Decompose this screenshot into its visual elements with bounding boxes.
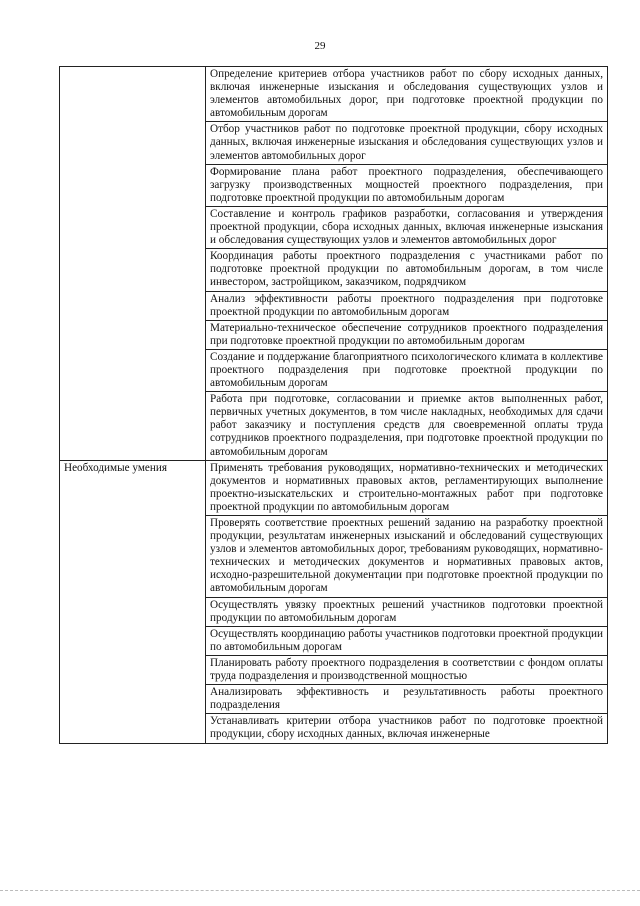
list-item: Планировать работу проектного подразделения в соответствии с фондом оплаты труда подразделения и производственной мощностью (206, 655, 608, 684)
row-label-empty (60, 67, 206, 461)
list-item: Осуществлять координацию работы участников подготовки проектной продукции по автомобильным дорогам (206, 626, 608, 655)
list-item: Определение критериев отбора участников работ по сбору исходных данных, включая инженерные изыскания и обследования существующих узлов и элементов автомобильных дорог, при подготовке проектной продукции по автомобильным дорогам (206, 67, 608, 122)
list-item: Осуществлять увязку проектных решений участников подготовки проектной продукции по автомобильным дорогам (206, 597, 608, 626)
list-item: Составление и контроль графиков разработки, согласования и утверждения проектной продукции, сбора исходных данных, включая инженерные изыскания и обследования существующих узлов и элементов автомобильных дорог (206, 206, 608, 248)
list-item: Работа при подготовке, согласовании и приемке актов выполненных работ, первичных учетных документов, в том числе накладных, необходимых для сдачи работ заказчику и поступления средств для своевременной оплаты труда сотрудников проектного подразделения, при подготовке проектной продукции по автомобильным дорогам (206, 392, 608, 460)
requirements-table (59, 66, 608, 744)
list-item: Проверять соответствие проектных решений заданию на разработку проектной продукции, результатам инженерных изысканий и обследований существующих узлов и элементов автомобильных дорог, требованиям руководящих, нормативно-технических и методических документов и нормативных правовых актов, исходно-разрешительной документации при подготовке проектной продукции по автомобильным дорогам (206, 516, 608, 598)
list-item: Применять требования руководящих, нормативно-технических и методических документов и нормативных правовых актов, регламентирующих выполнение проектно-изыскательских и строительно-монтажных работ при подготовке проектной продукции по автомобильным дорогам (206, 460, 608, 515)
row-label-required-skills: Необходимые умения (60, 460, 206, 743)
table-row (60, 67, 608, 122)
page-bottom-edge (0, 890, 640, 906)
list-item: Анализ эффективности работы проектного подразделения при подготовке проектной продукции по автомобильным дорогам (206, 291, 608, 320)
list-item: Устанавливать критерии отбора участников работ по подготовке проектной продукции, сбору исходных данных, включая инженерные (206, 714, 608, 743)
page-number: 29 (314, 40, 326, 52)
list-item: Координация работы проектного подразделения с участниками работ по подготовке проектной продукции по автомобильным дорогам, в том числе инвестором, застройщиком, заказчиком, подрядчиком (206, 249, 608, 291)
table-row (60, 460, 608, 515)
list-item: Формирование плана работ проектного подразделения, обеспечивающего загрузку производственных мощностей проектного подразделения, при подготовке проектной продукции по автомобильным дорогам (206, 164, 608, 206)
list-item: Создание и поддержание благоприятного психологического климата в коллективе проектного подразделения при подготовке проектной продукции по автомобильным дорогам (206, 349, 608, 391)
list-item: Отбор участников работ по подготовке проектной продукции, сбору исходных данных, включая инженерные изыскания и обследования существующих узлов и элементов автомобильных дорог (206, 122, 608, 164)
list-item: Материально-техническое обеспечение сотрудников проектного подразделения при подготовке проектной продукции по автомобильным дорогам (206, 320, 608, 349)
list-item: Анализировать эффективность и результативность работы проектного подразделения (206, 685, 608, 714)
